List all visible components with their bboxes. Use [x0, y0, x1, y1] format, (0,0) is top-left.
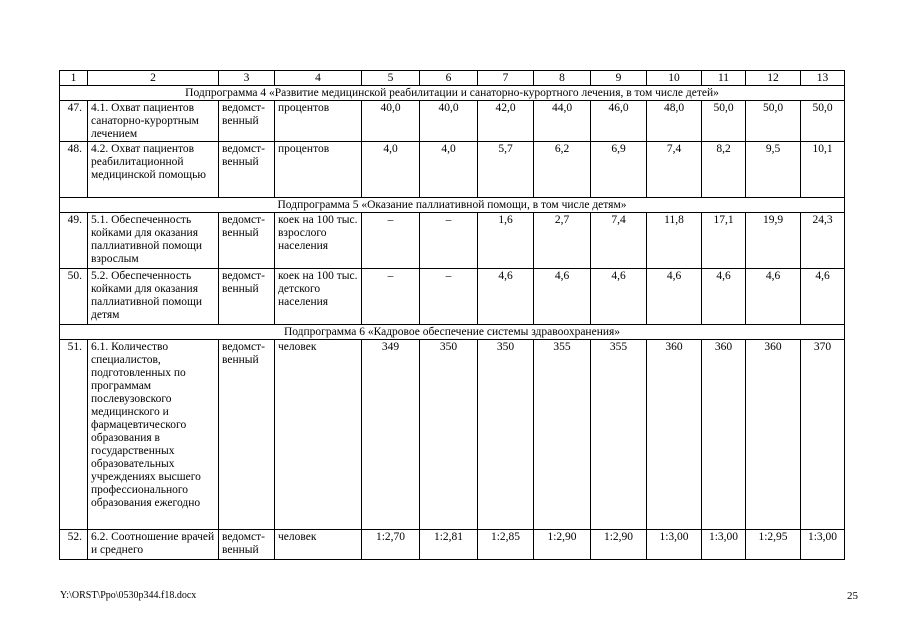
- value-cell: 350: [420, 340, 478, 530]
- value-cell: 2,7: [534, 213, 591, 269]
- value-cell: 4,0: [420, 142, 478, 198]
- indicator-source: ведомст-венный: [219, 213, 275, 269]
- col-header-12: 12: [746, 71, 801, 86]
- indicator-unit: процентов: [275, 142, 362, 198]
- col-header-11: 11: [702, 71, 746, 86]
- indicator-name: 5.1. Обеспеченность койками для оказания паллиативной помощи взрослым: [88, 213, 219, 269]
- value-cell: 360: [647, 340, 702, 530]
- indicator-name: 6.1. Количество специалистов, подготовленных по программам послевузовского медицинского и фармацевтического образования в государственных образовательных учреждениях высшего профессионального образования ежегодно: [88, 340, 219, 530]
- indicator-unit: человек: [275, 340, 362, 530]
- table-row: [60, 340, 845, 530]
- value-cell: 46,0: [591, 101, 647, 142]
- value-cell: 4,6: [478, 269, 534, 325]
- row-number: 47.: [60, 101, 88, 142]
- col-header-13: 13: [801, 71, 845, 86]
- section-row: [60, 198, 845, 213]
- col-header-5: 5: [362, 71, 420, 86]
- table-row: [60, 142, 845, 198]
- indicator-source: ведомст-венный: [219, 340, 275, 530]
- value-cell: 355: [534, 340, 591, 530]
- row-number: 48.: [60, 142, 88, 198]
- value-cell: 11,8: [647, 213, 702, 269]
- value-cell: 360: [702, 340, 746, 530]
- footer-file-path: Y:\ORST\Ppo\0530p344.f18.docx: [60, 590, 197, 601]
- table-row: [60, 269, 845, 325]
- indicator-unit: процентов: [275, 101, 362, 142]
- section-title-5: Подпрограмма 5 «Оказание паллиативной помощи, в том числе детям»: [60, 198, 845, 213]
- value-cell: 50,0: [801, 101, 845, 142]
- value-cell: 4,6: [591, 269, 647, 325]
- value-cell: 1:2,90: [591, 530, 647, 560]
- value-cell: 44,0: [534, 101, 591, 142]
- col-header-8: 8: [534, 71, 591, 86]
- row-number: 52.: [60, 530, 88, 560]
- indicator-name: 5.2. Обеспеченность койками для оказания паллиативной помощи детям: [88, 269, 219, 325]
- value-cell: 360: [746, 340, 801, 530]
- value-cell: 24,3: [801, 213, 845, 269]
- indicator-source: ведомст-венный: [219, 269, 275, 325]
- page-number: 25: [847, 590, 858, 602]
- col-header-4: 4: [275, 71, 362, 86]
- col-header-9: 9: [591, 71, 647, 86]
- indicator-source: ведомст-венный: [219, 101, 275, 142]
- value-cell: 42,0: [478, 101, 534, 142]
- col-header-3: 3: [219, 71, 275, 86]
- value-cell: 5,7: [478, 142, 534, 198]
- col-header-7: 7: [478, 71, 534, 86]
- value-cell: –: [362, 213, 420, 269]
- col-header-1: 1: [60, 71, 88, 86]
- value-cell: 1:2,95: [746, 530, 801, 560]
- value-cell: 8,2: [702, 142, 746, 198]
- value-cell: 1,6: [478, 213, 534, 269]
- value-cell: 40,0: [420, 101, 478, 142]
- value-cell: 1:2,70: [362, 530, 420, 560]
- column-number-row: [60, 71, 845, 86]
- section-title-4: Подпрограмма 4 «Развитие медицинской реабилитации и санаторно-курортного лечения, в том числе детей»: [60, 86, 845, 101]
- value-cell: 1:2,90: [534, 530, 591, 560]
- value-cell: 355: [591, 340, 647, 530]
- value-cell: 48,0: [647, 101, 702, 142]
- value-cell: 4,6: [702, 269, 746, 325]
- indicator-source: ведомст-венный: [219, 530, 275, 560]
- value-cell: 17,1: [702, 213, 746, 269]
- value-cell: 4,6: [647, 269, 702, 325]
- value-cell: 50,0: [702, 101, 746, 142]
- value-cell: 1:3,00: [702, 530, 746, 560]
- value-cell: 4,6: [534, 269, 591, 325]
- indicators-table: [59, 70, 845, 560]
- value-cell: 6,9: [591, 142, 647, 198]
- value-cell: 1:3,00: [647, 530, 702, 560]
- value-cell: 9,5: [746, 142, 801, 198]
- indicator-name: 6.2. Соотношение врачей и среднего: [88, 530, 219, 560]
- value-cell: 40,0: [362, 101, 420, 142]
- value-cell: 10,1: [801, 142, 845, 198]
- value-cell: 50,0: [746, 101, 801, 142]
- section-row: [60, 86, 845, 101]
- value-cell: 6,2: [534, 142, 591, 198]
- value-cell: –: [362, 269, 420, 325]
- value-cell: 7,4: [591, 213, 647, 269]
- value-cell: –: [420, 213, 478, 269]
- value-cell: 4,6: [801, 269, 845, 325]
- table-row: [60, 101, 845, 142]
- row-number: 51.: [60, 340, 88, 530]
- indicator-unit: коек на 100 тыс. взрослого населения: [275, 213, 362, 269]
- col-header-10: 10: [647, 71, 702, 86]
- value-cell: 19,9: [746, 213, 801, 269]
- value-cell: 1:3,00: [801, 530, 845, 560]
- table-row: [60, 530, 845, 560]
- value-cell: –: [420, 269, 478, 325]
- row-number: 50.: [60, 269, 88, 325]
- table-row: [60, 213, 845, 269]
- indicator-name: 4.2. Охват пациентов реабилитационной медицинской помощью: [88, 142, 219, 198]
- section-row: [60, 325, 845, 340]
- col-header-6: 6: [420, 71, 478, 86]
- col-header-2: 2: [88, 71, 219, 86]
- row-number: 49.: [60, 213, 88, 269]
- value-cell: 370: [801, 340, 845, 530]
- value-cell: 4,0: [362, 142, 420, 198]
- value-cell: 7,4: [647, 142, 702, 198]
- indicator-source: ведомст-венный: [219, 142, 275, 198]
- value-cell: 349: [362, 340, 420, 530]
- value-cell: 1:2,81: [420, 530, 478, 560]
- value-cell: 350: [478, 340, 534, 530]
- indicator-unit: коек на 100 тыс. детского населения: [275, 269, 362, 325]
- indicator-name: 4.1. Охват пациентов санаторно-курортным лечением: [88, 101, 219, 142]
- value-cell: 4,6: [746, 269, 801, 325]
- value-cell: 1:2,85: [478, 530, 534, 560]
- section-title-6: Подпрограмма 6 «Кадровое обеспечение системы здравоохранения»: [60, 325, 845, 340]
- indicator-unit: человек: [275, 530, 362, 560]
